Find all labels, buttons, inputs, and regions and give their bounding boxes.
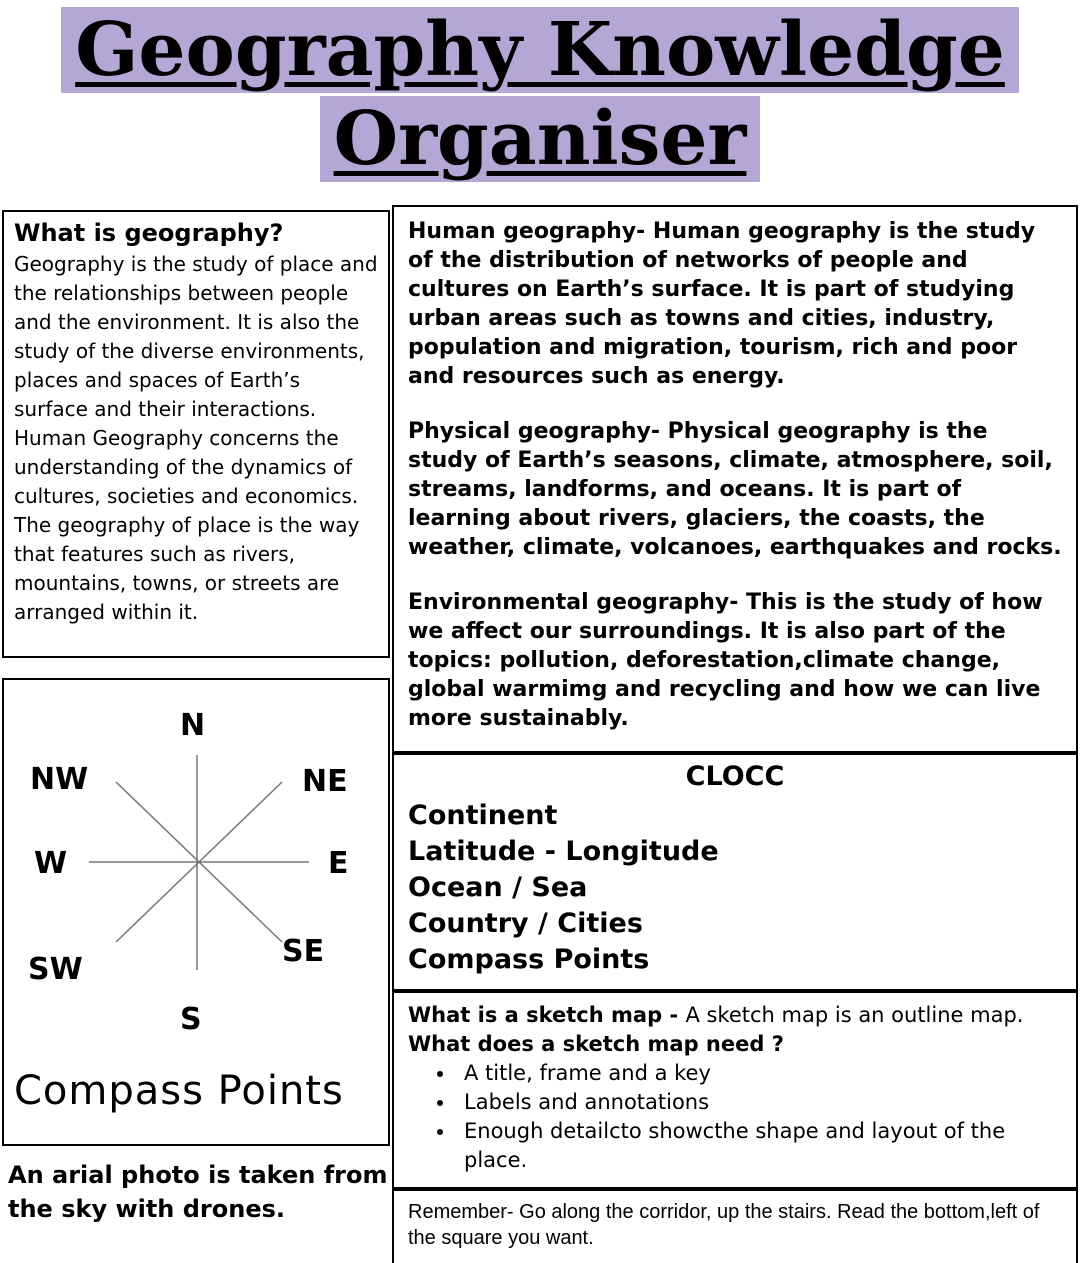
compass-caption: Compass Points [14, 1068, 344, 1114]
clocc-item-country-cities: Country / Cities [408, 908, 643, 939]
compass-box [2, 678, 390, 1146]
clocc-item-compass-points: Compass Points [408, 944, 650, 975]
sketch-map-question: What is a sketch map - [408, 1003, 686, 1027]
paragraph-physical-geography: Physical geography- Physical geography is the study of Earth’s seasons, climate, atmosphere, soil, streams, landforms, and oceans. It is part of learning about rivers, glaciers, the coasts, the weather, climate, volcanoes, earthquakes and rocks. [408, 419, 1062, 560]
sketch-map-definition: A sketch map is an outline map. [685, 1003, 1024, 1027]
what-is-geography-body: Geography is the study of place and the relationships between people and the environment. It is also the study of the diverse environments, places and spaces of Earth’s surface and their interactions. Human Geography concerns the understanding of the dynamics of cultures, societies and economics. The geography of place is the way that features such as rivers, mountains, towns, or streets are arranged within it. [14, 252, 378, 624]
aerial-photo-note: An arial photo is taken from the sky with drones. [8, 1161, 388, 1223]
paragraph-environmental-geography: Environmental geography- This is the study of how we affect our surroundings. It is also part of the topics: pollution, deforestation,climate change, global warmimg and recycling and how we can live more sustainably. [408, 590, 1043, 731]
compass-label-se: SE [282, 934, 325, 969]
sketch-bullet-enough-detail: • Enough detailcto showcthe shape and layout of the place. [456, 1117, 1062, 1175]
sketch-map-box [392, 991, 1078, 1189]
what-is-geography-heading: What is geography? [14, 219, 284, 247]
clocc-item-continent: Continent [408, 800, 558, 831]
compass-label-s: S [180, 1002, 202, 1037]
clocc-item-latitude-longitude: Latitude - Longitude [408, 836, 719, 867]
page-title-line-1: Geography Knowledge [61, 7, 1019, 93]
remember-text: Remember- Go along the corridor, up the stairs. Read the bottom,left of the square you want. [408, 1201, 1040, 1249]
sketch-map-need-question: What does a sketch map need ? [408, 1032, 784, 1056]
what-is-geography-box [2, 210, 390, 658]
compass-label-ne: NE [302, 764, 348, 799]
compass-label-w: W [34, 846, 68, 881]
clocc-heading: CLOCC [685, 761, 785, 792]
remember-box [392, 1189, 1078, 1263]
page-title-line-2: Organiser [320, 96, 761, 182]
compass-label-sw: SW [28, 952, 83, 987]
clocc-item-ocean-sea: Ocean / Sea [408, 872, 588, 903]
compass-label-e: E [328, 846, 349, 881]
clocc-box [392, 753, 1078, 991]
geography-definitions-box [392, 205, 1078, 753]
sketch-bullet-title-frame-key: • A title, frame and a key [456, 1059, 1062, 1088]
compass-label-n: N [180, 708, 206, 743]
page-title [0, 0, 1080, 184]
sketch-bullet-labels-annotations: • Labels and annotations [456, 1088, 1062, 1117]
sketch-map-question-line [408, 1001, 1062, 1030]
compass-label-nw: NW [30, 762, 89, 797]
paragraph-human-geography: Human geography- Human geography is the study of the distribution of networks of people and cultures on Earth’s surface. It is part of studying urban areas such as towns and cities, industry, population and migration, tourism, rich and poor and resources such as energy. [408, 219, 1036, 389]
sketch-map-requirements-list [456, 1059, 1062, 1175]
